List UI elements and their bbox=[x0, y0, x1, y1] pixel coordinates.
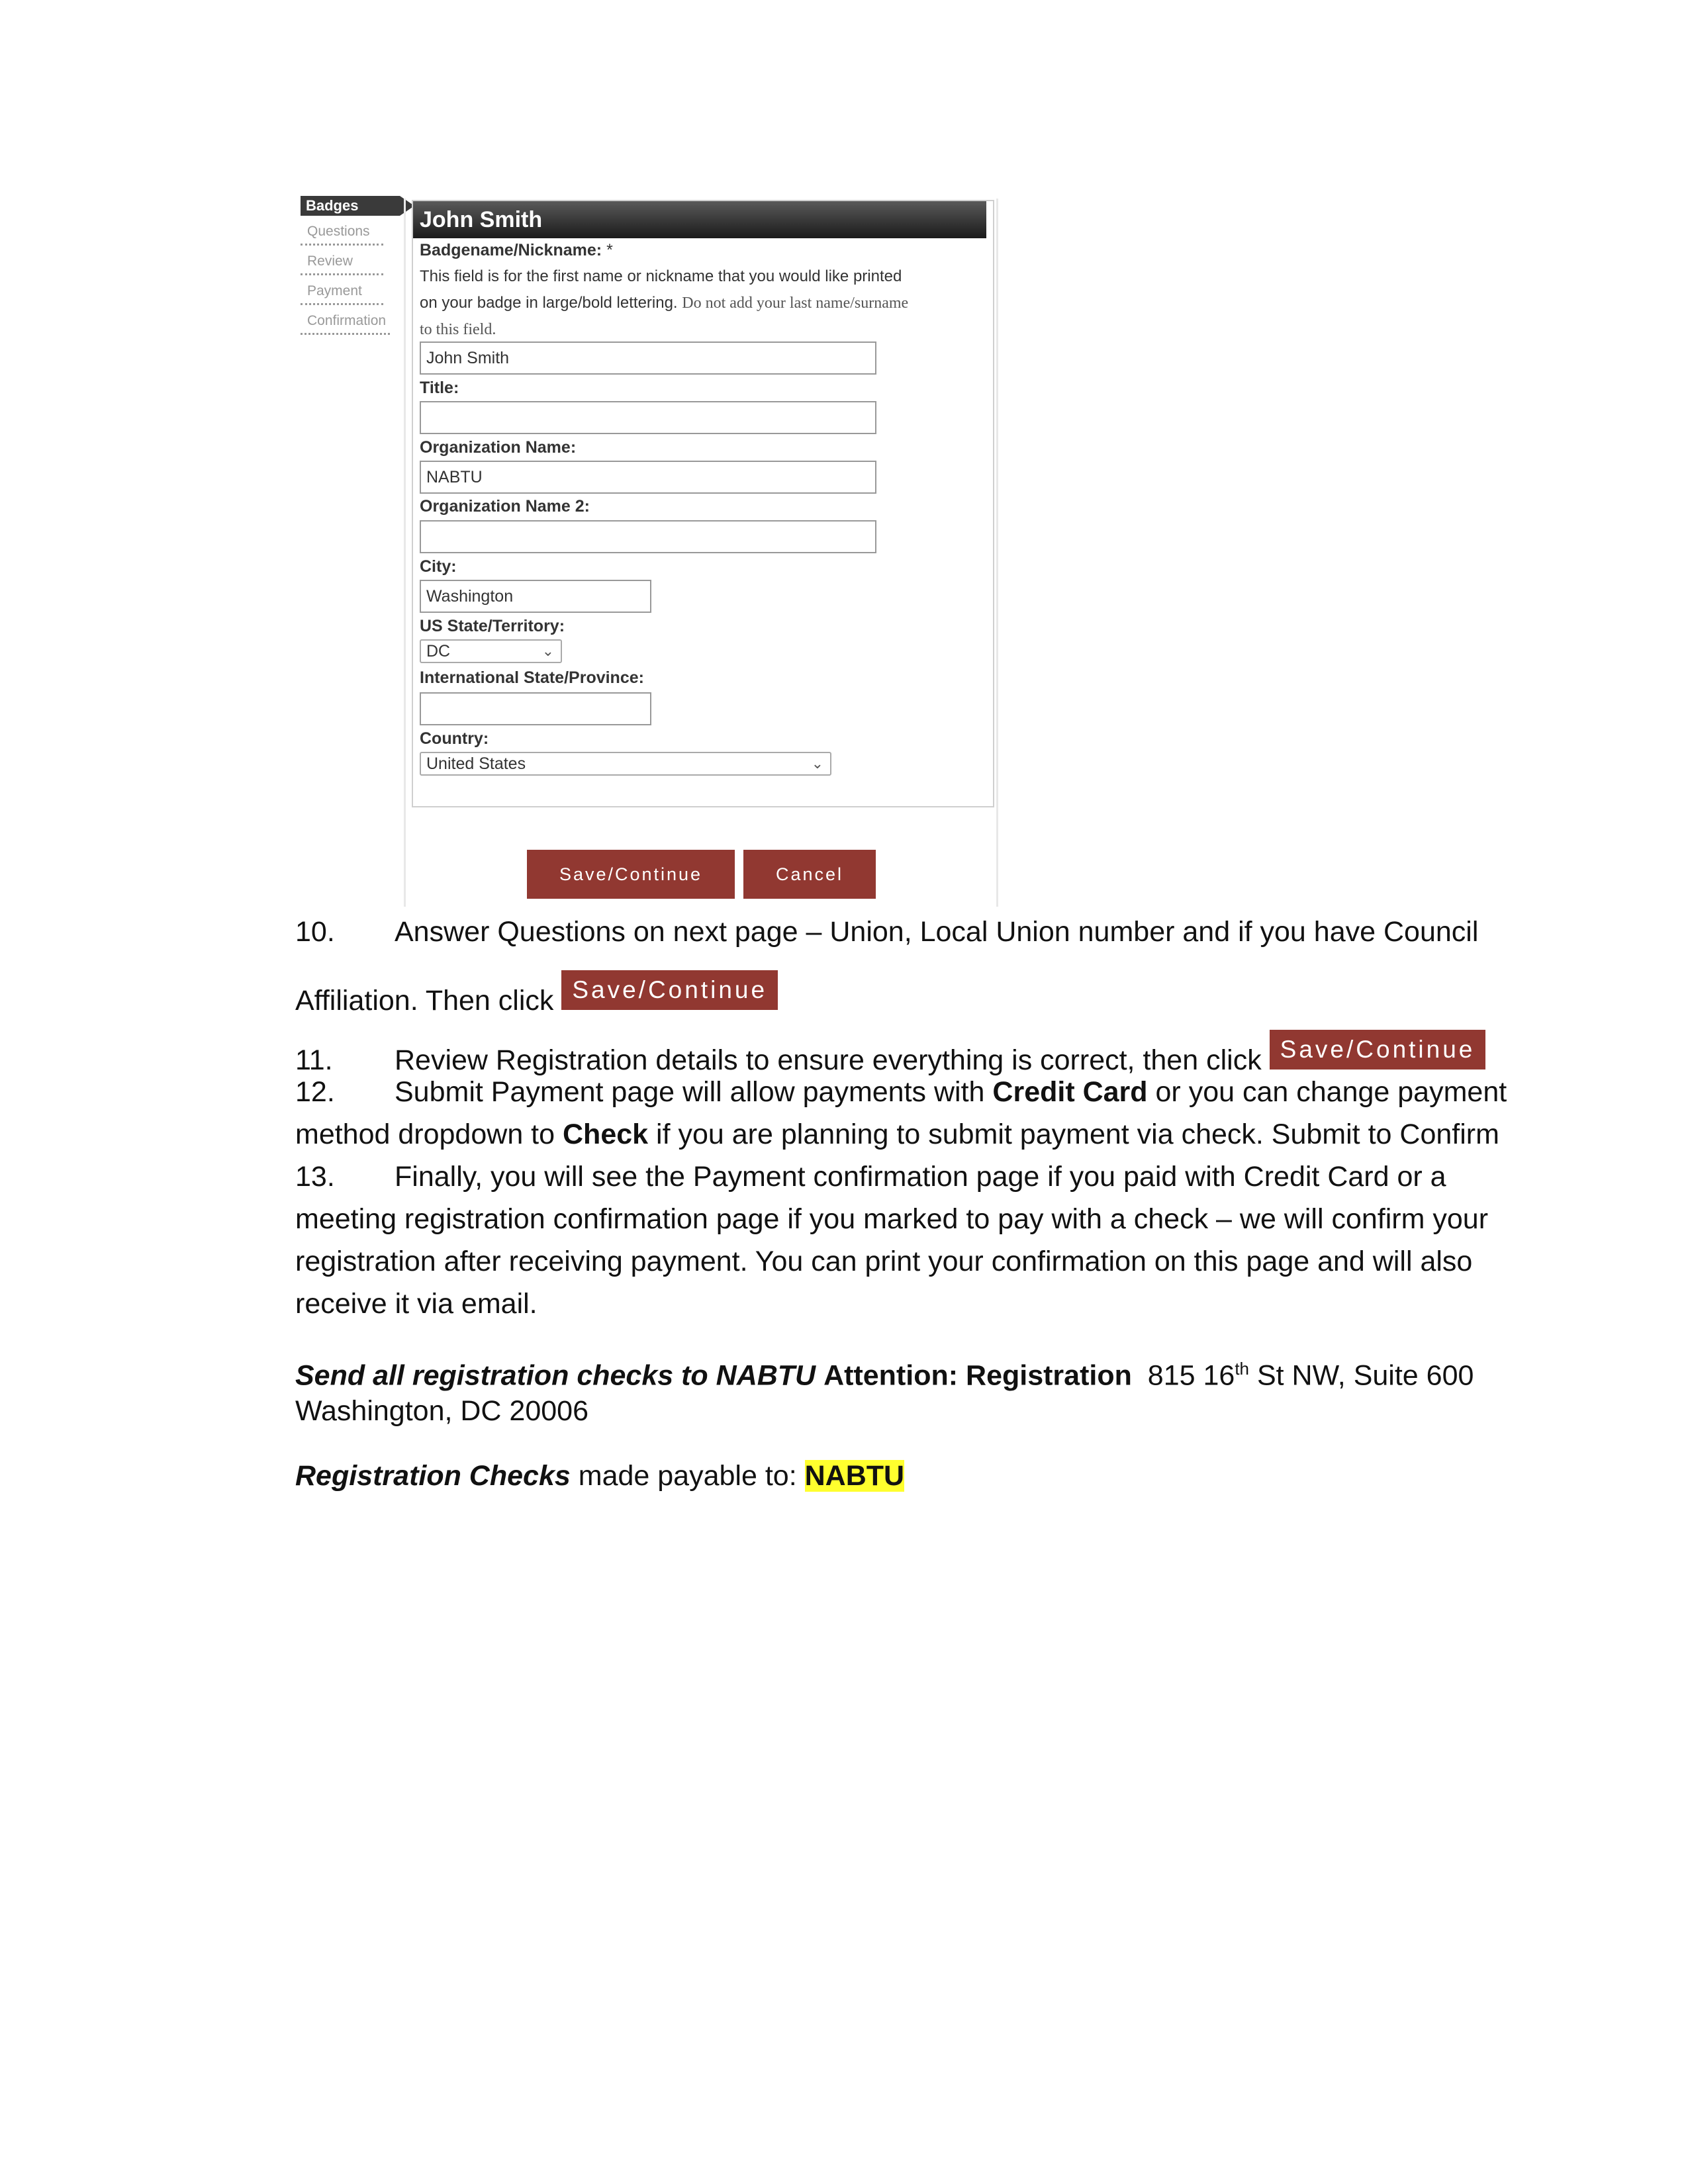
send-checks-line-2: Washington, DC 20006 bbox=[295, 1395, 588, 1427]
attention-registration: Attention: Registration bbox=[823, 1359, 1132, 1392]
step-13-line-1 bbox=[295, 1157, 1446, 1197]
city-input[interactable]: Washington bbox=[420, 580, 651, 613]
badgename-label-text: Badgename/Nickname: bbox=[420, 241, 602, 259]
city-label: City: bbox=[420, 557, 457, 576]
org-label: Organization Name: bbox=[420, 438, 577, 457]
check-term: Check bbox=[563, 1118, 649, 1150]
step-12-text-f: if you are planning to submit payment via check. Submit to Confirm bbox=[656, 1118, 1499, 1150]
step-13-line-3: registration after receiving payment. You can print your confirmation on this page and will also bbox=[295, 1246, 1473, 1277]
step-12-number: 12. bbox=[295, 1076, 335, 1108]
step-13-line-4: receive it via email. bbox=[295, 1288, 538, 1320]
save-continue-button[interactable]: Save/Continue bbox=[527, 850, 735, 899]
state-label: US State/Territory: bbox=[420, 617, 565, 635]
step-12-text-c: or you can change payment bbox=[1155, 1076, 1507, 1108]
step-11-number: 11. bbox=[295, 1044, 333, 1076]
help-line-2: on your badge in large/bold lettering. bbox=[420, 294, 678, 312]
org2-input[interactable] bbox=[420, 520, 876, 553]
address-suffix: th bbox=[1235, 1359, 1250, 1379]
inline-save-continue-button: Save/Continue bbox=[1270, 1030, 1486, 1069]
required-mark: * bbox=[606, 241, 613, 259]
divider-right bbox=[996, 199, 998, 907]
form-header: John Smith bbox=[413, 201, 986, 238]
address-street: St NW, Suite 600 bbox=[1256, 1359, 1474, 1392]
step-10-text: Answer Questions on next page – Union, Local Union number and if you have Council bbox=[395, 916, 1479, 948]
badge-form-panel bbox=[412, 200, 994, 807]
help-serif-a: Do not add your last name/surname bbox=[682, 295, 909, 312]
step-12-line-1 bbox=[295, 1072, 1507, 1112]
step-13-text-1: Finally, you will see the Payment confirmation page if you paid with Credit Card or a bbox=[395, 1161, 1446, 1193]
badgename-help bbox=[420, 263, 908, 343]
title-label: Title: bbox=[420, 379, 459, 397]
send-checks-line-1 bbox=[295, 1349, 1474, 1395]
state-select[interactable] bbox=[420, 639, 562, 663]
nav-step-questions[interactable]: Questions bbox=[301, 224, 383, 246]
registration-screenshot bbox=[0, 0, 1688, 913]
payable-to-text: made payable to: bbox=[578, 1460, 797, 1492]
org2-label: Organization Name 2: bbox=[420, 497, 590, 516]
intl-label: International State/Province: bbox=[420, 668, 644, 687]
cancel-button[interactable]: Cancel bbox=[743, 850, 876, 899]
country-select-value: United States bbox=[426, 754, 526, 773]
nav-step-payment[interactable]: Payment bbox=[301, 283, 383, 305]
credit-card-term: Credit Card bbox=[992, 1076, 1148, 1108]
registration-checks-label: Registration Checks bbox=[295, 1460, 571, 1492]
payable-line bbox=[295, 1456, 904, 1496]
step-13-number: 13. bbox=[295, 1161, 335, 1193]
payee-highlight: NABTU bbox=[804, 1460, 905, 1492]
state-select-value: DC bbox=[426, 642, 451, 660]
badgename-input[interactable]: John Smith bbox=[420, 341, 876, 375]
help-serif-b: to this field. bbox=[420, 321, 496, 338]
step-12-text-d: method dropdown to bbox=[295, 1118, 555, 1150]
step-12-text-a: Submit Payment page will allow payments with bbox=[395, 1076, 985, 1108]
step-13-line-2: meeting registration confirmation page if you marked to pay with a check – we will confirm your bbox=[295, 1203, 1489, 1235]
step-10-number: 10. bbox=[295, 916, 335, 948]
address-number: 815 16 bbox=[1147, 1359, 1235, 1392]
step-10-line-1 bbox=[295, 912, 1478, 952]
country-select[interactable] bbox=[420, 752, 831, 776]
step-11-text: Review Registration details to ensure everything is correct, then click bbox=[395, 1044, 1262, 1076]
step-10-line-2 bbox=[295, 970, 778, 1021]
divider-left bbox=[404, 199, 406, 907]
intl-input[interactable] bbox=[420, 692, 651, 725]
nav-step-review[interactable]: Review bbox=[301, 253, 383, 275]
badgename-label bbox=[420, 241, 613, 260]
nav-step-confirmation[interactable]: Confirmation bbox=[301, 313, 390, 335]
chevron-down-icon: ⌄ bbox=[541, 643, 554, 659]
chevron-down-icon: ⌄ bbox=[811, 755, 823, 772]
help-line-1: This field is for the first name or nickname that you would like printed bbox=[420, 267, 902, 285]
step-nav bbox=[301, 196, 400, 335]
country-label: Country: bbox=[420, 729, 489, 748]
inline-save-continue-button: Save/Continue bbox=[561, 970, 778, 1010]
send-checks-lead: Send all registration checks to NABTU bbox=[295, 1359, 816, 1392]
step-12-line-2 bbox=[295, 1115, 1499, 1154]
org-input[interactable]: NABTU bbox=[420, 461, 876, 494]
title-input[interactable] bbox=[420, 401, 876, 434]
step-10-text-2: Affiliation. Then click bbox=[295, 985, 554, 1017]
nav-step-badges[interactable]: Badges bbox=[301, 196, 400, 216]
